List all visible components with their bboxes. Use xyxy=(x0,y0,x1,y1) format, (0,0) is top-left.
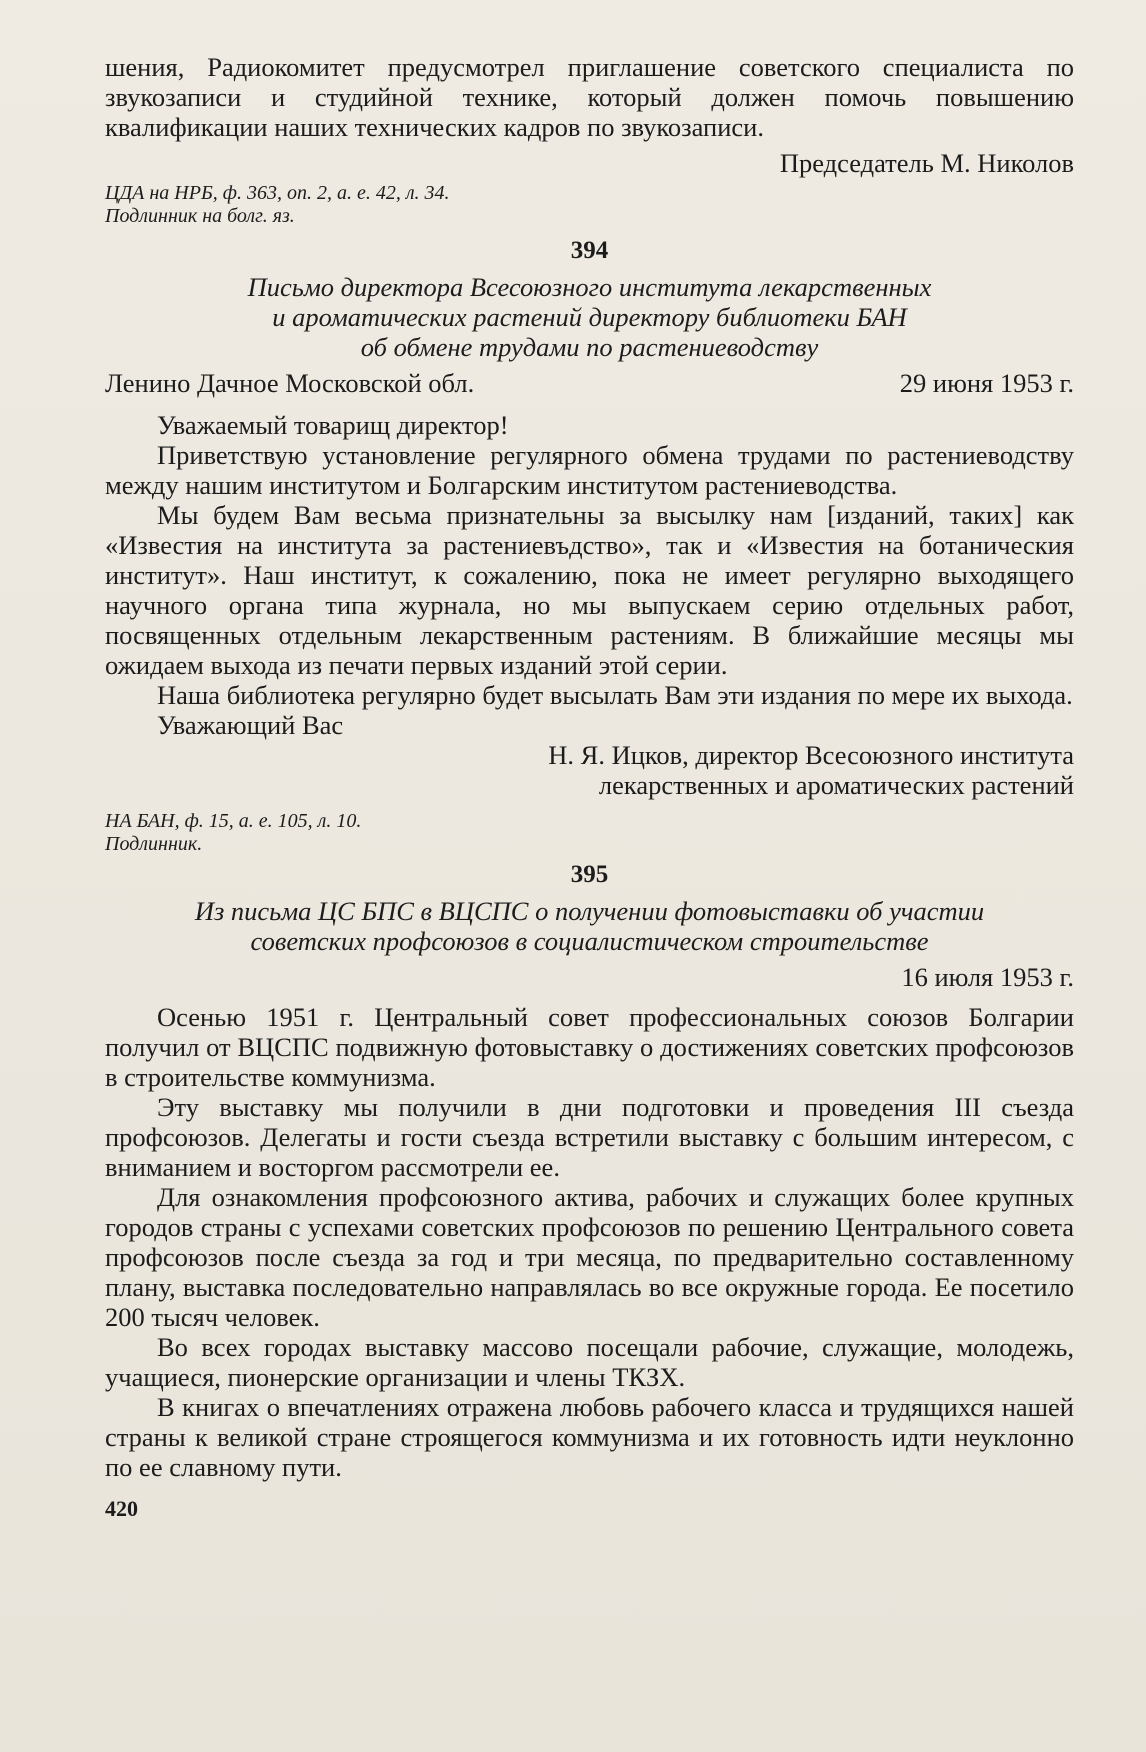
doc395-title-line1: Из письма ЦС БПС в ВЦСПС о получении фотовыставки об участии xyxy=(194,896,985,926)
doc394-place: Ленино Дачное Московской обл. xyxy=(105,368,475,398)
doc395-paragraph: Эту выставку мы получили в дни подготовки и проведения III съезда профсоюзов. Делегаты и гости съезда встретили выставку с большим интересом, с вниманием и восторгом рассмотрели ее. xyxy=(105,1092,1074,1182)
doc394-paragraph: Мы будем Вам весьма признательны за высылку нам [изданий, таких] как «Известия на института за растениевъдство», так и «Известия на ботаническия институт». Наш институт, к сожалению, пока не имеет регулярно выходящего научного органа типа журнала, но мы выпускаем серию отдельных работ, посвященных отдельным лекарственным растениям. В ближайшие месяцы мы ожидаем выхода из печати первых изданий этой серии. xyxy=(105,500,1074,680)
doc395-paragraph: В книгах о впечатлениях отражена любовь рабочего класса и трудящихся нашей страны к великой стране строящегося коммунизма и их готовность идти неуклонно по ее славному пути. xyxy=(105,1392,1074,1482)
doc395-paragraph: Осенью 1951 г. Центральный совет профессиональных союзов Болгарии получил от ВЦСПС подвижную фотовыставку о достижениях советских профсоюзов в строительстве коммунизма. xyxy=(105,1002,1074,1092)
doc394-title-line1: Письмо директора Всесоюзного института лекарственных xyxy=(247,272,932,302)
doc394-title-line3: об обмене трудами по растениеводству xyxy=(360,332,819,362)
doc394-salutation: Уважаемый товарищ директор! xyxy=(157,410,509,440)
doc394-paragraph: Приветствую установление регулярного обмена трудами по растениеводству между нашим институтом и Болгарским институтом растениеводства. xyxy=(105,440,1074,500)
doc395-paragraph: Во всех городах выставку массово посещали рабочие, служащие, молодежь, учащиеся, пионерские организации и члены ТКЗХ. xyxy=(105,1332,1074,1392)
doc395-title-line2: советских профсоюзов в социалистическом строительстве xyxy=(250,926,929,956)
doc395-paragraph: Для ознакомления профсоюзного актива, рабочих и служащих более крупных городов страны с успехами советских профсоюзов по решению Центрального совета профсоюзов после съезда за год и три месяца, по предварительно составленному плану, выставка последовательно направлялась во все окружные города. Ее посетило 200 тысяч человек. xyxy=(105,1182,1074,1332)
intro-archive-note: Подлинник на болг. яз. xyxy=(105,205,295,227)
doc394-archive-note: Подлинник. xyxy=(105,833,203,855)
intro-paragraph: шения, Радиокомитет предусмотрел приглашение советского специалиста по звукозаписи и студийной технике, который должен помочь повышению квалификации наших технических кадров по звукозаписи. xyxy=(105,52,1074,142)
document-number-395: 395 xyxy=(570,861,609,888)
doc394-signature-line1: Н. Я. Ицков, директор Всесоюзного института xyxy=(548,740,1074,770)
doc395-date: 16 июля 1953 г. xyxy=(901,962,1074,992)
doc394-closing: Уважающий Вас xyxy=(157,710,344,740)
intro-archive-ref: ЦДА на НРБ, ф. 363, оп. 2, а. е. 42, л. 34. xyxy=(105,182,450,204)
doc394-paragraph: Наша библиотека регулярно будет высылать Вам эти издания по мере их выхода. xyxy=(157,680,1073,710)
doc394-place-date xyxy=(105,368,1074,398)
intro-signature: Председатель М. Николов xyxy=(779,148,1074,178)
doc394-signature-line2: лекарственных и ароматических растений xyxy=(598,770,1074,800)
document-number-394: 394 xyxy=(570,237,609,264)
doc394-date: 29 июня 1953 г. xyxy=(899,368,1074,398)
doc394-title-line2: и ароматических растений директору библиотеки БАН xyxy=(272,302,907,332)
doc394-archive-ref: НА БАН, ф. 15, а. е. 105, л. 10. xyxy=(105,810,362,832)
page-number: 420 xyxy=(105,1496,138,1521)
